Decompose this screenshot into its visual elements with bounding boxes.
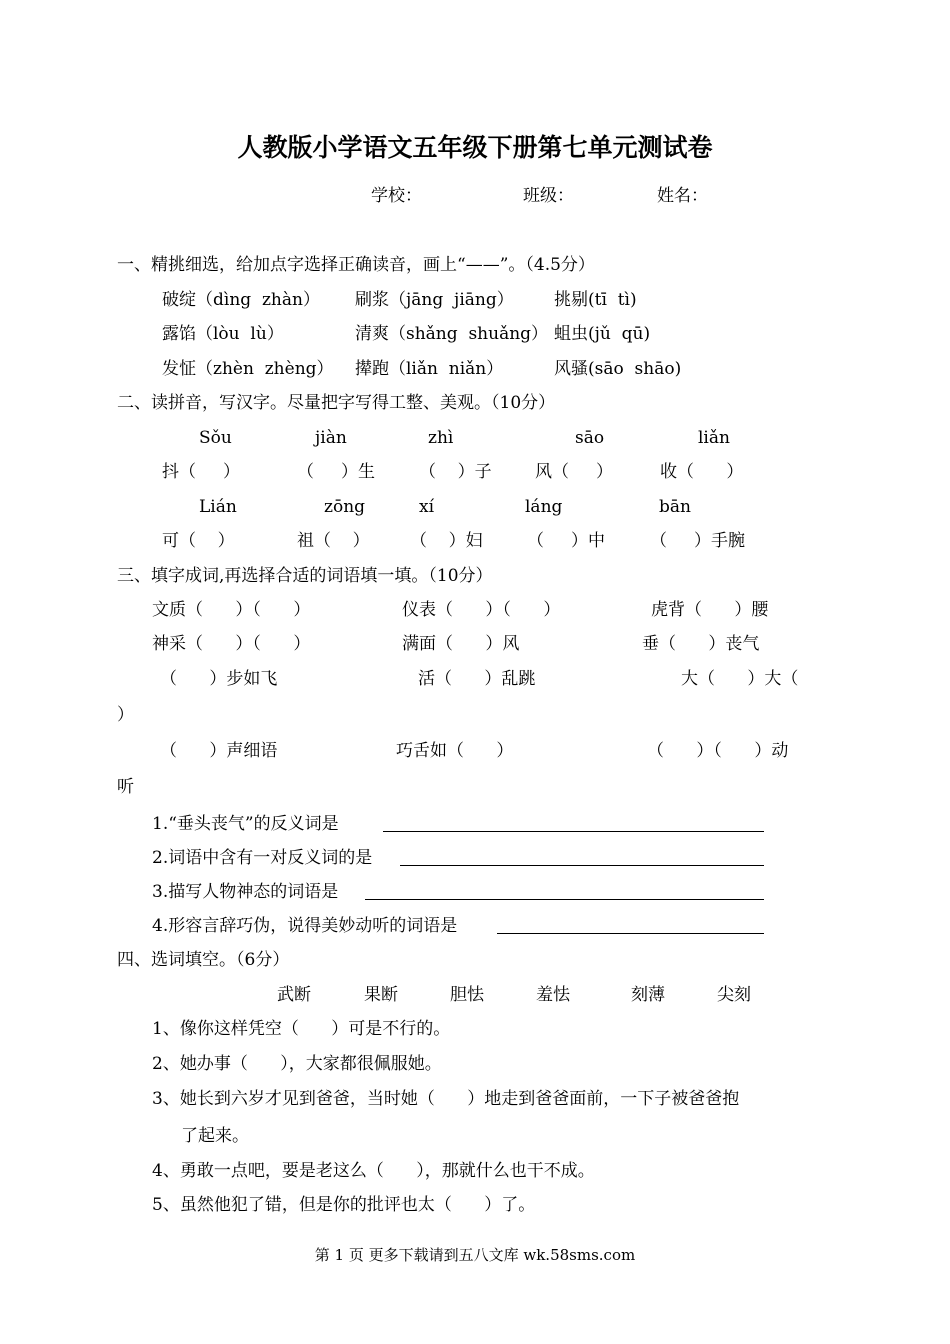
- fill-question: 4.形容言辞巧伪，说得美妙动听的词语是: [152, 916, 458, 936]
- idiom-blank: （ ）步如飞: [160, 669, 278, 689]
- word-option: 胆怯: [450, 985, 484, 1005]
- char-blank: 可（ ）: [162, 531, 235, 551]
- page-title: 人教版小学语文五年级下册第七单元测试卷: [237, 133, 713, 162]
- sentence: 3、她长到六岁才见到爸爸，当时她（ ）地走到爸爸面前，一下子被爸爸抱: [152, 1089, 740, 1109]
- section1-item: 蛆虫(jǔ qū): [554, 324, 651, 344]
- pinyin: Sǒu: [199, 428, 232, 448]
- section1-item: 撵跑（liǎn niǎn）: [355, 359, 504, 379]
- pinyin: sāo: [575, 428, 605, 448]
- char-blank: （ ）妇: [410, 531, 483, 551]
- idiom-blank: 虎背（ ）腰: [651, 600, 769, 620]
- pinyin: Lián: [199, 497, 237, 517]
- sentence: 4、勇敢一点吧，要是老这么（ ），那就什么也干不成。: [152, 1161, 595, 1181]
- idiom-blank: （ ）（ ）动: [647, 741, 789, 761]
- section1-heading: 一、精挑细选，给加点字选择正确读音，画上“——”。（4.5分）: [117, 255, 595, 275]
- section3-heading: 三、填字成词,再选择合适的词语填一填。（10分）: [117, 566, 493, 586]
- char-blank: 风（ ）: [535, 462, 614, 482]
- idiom-blank: 大（ ）大（: [681, 669, 799, 689]
- idiom-blank: 满面（ ）风: [402, 634, 520, 654]
- char-blank: 收（ ）: [660, 462, 744, 482]
- idiom-blank: 文质（ ）（ ）: [152, 600, 311, 620]
- section1-item: 破绽（dìng zhàn）: [162, 290, 320, 310]
- section1-item: 发怔（zhèn zhèng）: [162, 359, 334, 379]
- word-option: 武断: [277, 985, 311, 1005]
- section2-heading: 二、读拼音，写汉字。尽量把字写得工整、美观。（10分）: [117, 393, 556, 413]
- section1-item: 刷浆（jāng jiāng）: [355, 290, 514, 310]
- idiom-wrap: ）: [117, 705, 134, 725]
- char-blank: （ ）生: [297, 462, 376, 482]
- answer-line[interactable]: [400, 865, 764, 866]
- char-blank: （ ）子: [419, 462, 492, 482]
- pinyin: bān: [659, 497, 691, 517]
- char-blank: 祖（ ）: [297, 531, 370, 551]
- section1-item: 风骚(sāo shāo): [554, 359, 682, 379]
- sentence: 5、虽然他犯了错，但是你的批评也太（ ）了。: [152, 1195, 536, 1215]
- answer-line[interactable]: [497, 933, 764, 934]
- char-blank: （ ）手腕: [650, 531, 746, 551]
- idiom-blank: 巧舌如（ ）: [396, 741, 514, 761]
- idiom-wrap: 听: [117, 777, 134, 797]
- name-label: 姓名：: [657, 186, 708, 206]
- pinyin: zhì: [428, 428, 454, 448]
- pinyin: xí: [419, 497, 435, 517]
- pinyin: liǎn: [698, 428, 730, 448]
- idiom-blank: 垂（ ）丧气: [642, 634, 760, 654]
- sentence: 1、像你这样凭空（ ）可是不行的。: [152, 1019, 451, 1039]
- sentence-wrap: 了起来。: [181, 1126, 249, 1146]
- section1-item: 清爽（shǎng shuǎng）: [355, 324, 549, 344]
- fill-question: 3.描写人物神态的词语是: [152, 882, 339, 902]
- section4-heading: 四、选词填空。（6分）: [117, 950, 290, 970]
- page-footer: 第 1 页 更多下载请到五八文库 wk.58sms.com: [314, 1246, 636, 1264]
- idiom-blank: 仪表（ ）（ ）: [402, 600, 561, 620]
- pinyin: jiàn: [315, 428, 347, 448]
- word-option: 尖刻: [717, 985, 751, 1005]
- idiom-blank: 神采（ ）（ ）: [152, 634, 311, 654]
- sentence: 2、她办事（ ），大家都很佩服她。: [152, 1054, 442, 1074]
- fill-question: 2.词语中含有一对反义词的是: [152, 848, 373, 868]
- word-option: 果断: [364, 985, 398, 1005]
- school-label: 学校：: [371, 186, 422, 206]
- fill-question: 1.“垂头丧气”的反义词是: [152, 814, 339, 834]
- answer-line[interactable]: [383, 831, 764, 832]
- char-blank: （ ）中: [527, 531, 606, 551]
- pinyin: zōng: [324, 497, 366, 517]
- answer-line[interactable]: [365, 899, 764, 900]
- pinyin: láng: [525, 497, 563, 517]
- idiom-blank: 活（ ）乱跳: [418, 669, 536, 689]
- word-option: 羞怯: [536, 985, 570, 1005]
- idiom-blank: （ ）声细语: [160, 741, 278, 761]
- section1-item: 挑剔(tī tì): [554, 290, 637, 310]
- word-option: 刻薄: [631, 985, 665, 1005]
- char-blank: 抖（ ）: [162, 462, 241, 482]
- class-label: 班级：: [523, 186, 574, 206]
- section1-item: 露馅（lòu lù）: [162, 324, 284, 344]
